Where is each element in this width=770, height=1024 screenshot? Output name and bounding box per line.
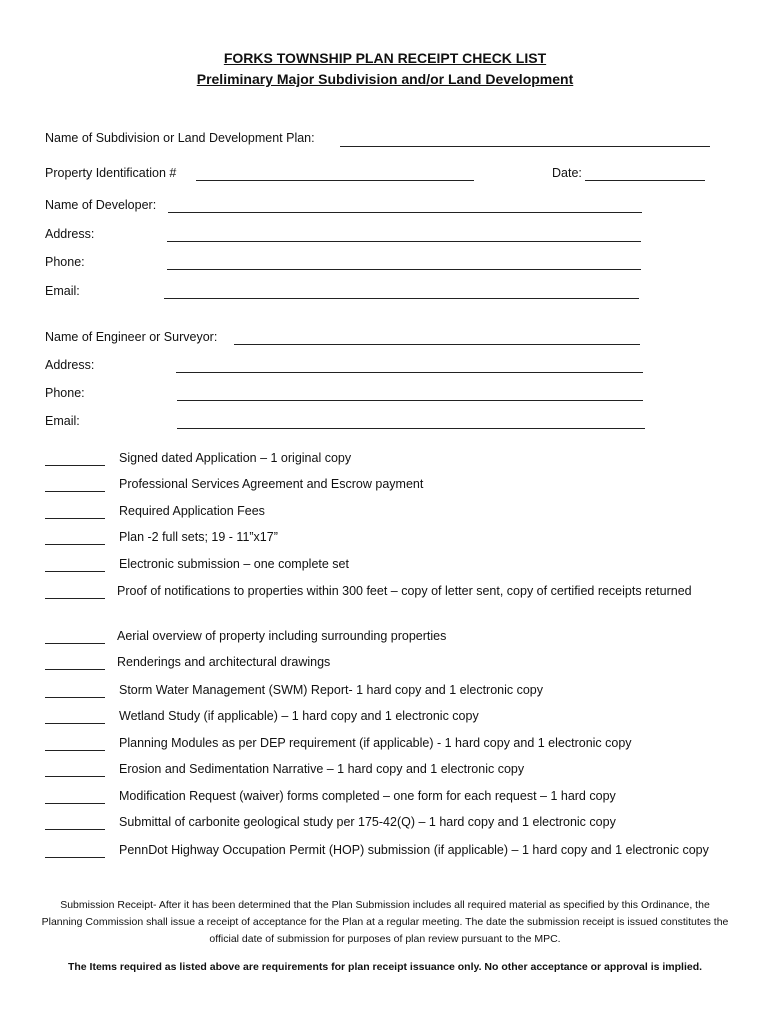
- checklist-blank[interactable]: [45, 598, 105, 599]
- engineer-name-label: Name of Engineer or Surveyor:: [45, 330, 218, 344]
- checklist-item: Submittal of carbonite geological study per 175-42(Q) – 1 hard copy and 1 electronic copy: [119, 815, 616, 829]
- checklist-blank[interactable]: [45, 571, 105, 572]
- checklist-blank[interactable]: [45, 697, 105, 698]
- checklist-blank[interactable]: [45, 669, 105, 670]
- checklist-blank[interactable]: [45, 643, 105, 644]
- checklist-blank[interactable]: [45, 723, 105, 724]
- checklist-blank[interactable]: [45, 491, 105, 492]
- checklist-blank[interactable]: [45, 776, 105, 777]
- page-subtitle: Preliminary Major Subdivision and/or Land Development: [196, 71, 574, 87]
- date-field[interactable]: [585, 180, 705, 181]
- engineer-address-label: Address:: [45, 358, 95, 372]
- checklist-item: Proof of notifications to properties within 300 feet – copy of letter sent, copy of certified receipts returned: [117, 584, 692, 598]
- checklist-item: Wetland Study (if applicable) – 1 hard copy and 1 electronic copy: [119, 709, 479, 723]
- checklist-blank[interactable]: [45, 857, 105, 858]
- developer-email-label: Email:: [45, 284, 80, 298]
- checklist-item: Signed dated Application – 1 original copy: [119, 451, 352, 465]
- checklist-item: Aerial overview of property including surrounding properties: [117, 629, 447, 643]
- checklist-item: Plan -2 full sets; 19 - 11”x17”: [119, 530, 278, 544]
- submission-receipt-note: Submission Receipt- After it has been determined that the Plan Submission includes all required material as specified by this Ordinance, the Planning Commission shall issue a receipt of acceptance for the Plan at a regular meeting. The date the submission receipt is issued constitutes the official date of submission for purposes of plan review pursuant to the MPC.: [41, 899, 729, 945]
- date-label: Date:: [552, 166, 582, 180]
- developer-address-label: Address:: [45, 227, 95, 241]
- engineer-address-field[interactable]: [176, 372, 643, 373]
- checklist-item: PennDot Highway Occupation Permit (HOP) submission (if applicable) – 1 hard copy and 1 electronic copy: [119, 843, 709, 857]
- checklist-item: Erosion and Sedimentation Narrative – 1 hard copy and 1 electronic copy: [119, 762, 525, 776]
- checklist-blank[interactable]: [45, 465, 105, 466]
- engineer-email-field[interactable]: [177, 428, 645, 429]
- developer-name-field[interactable]: [168, 212, 642, 213]
- engineer-email-label: Email:: [45, 414, 80, 428]
- checklist-blank[interactable]: [45, 750, 105, 751]
- developer-phone-label: Phone:: [45, 255, 85, 269]
- checklist-item: Planning Modules as per DEP requirement (if applicable) - 1 hard copy and 1 electronic copy: [119, 736, 632, 750]
- checklist-item: Modification Request (waiver) forms completed – one form for each request – 1 hard copy: [119, 789, 616, 803]
- plan-name-field[interactable]: [340, 146, 710, 147]
- developer-phone-field[interactable]: [167, 269, 641, 270]
- engineer-phone-label: Phone:: [45, 386, 85, 400]
- checklist-blank[interactable]: [45, 829, 105, 830]
- plan-name-label: Name of Subdivision or Land Development Plan:: [45, 131, 315, 145]
- checklist-item: Renderings and architectural drawings: [117, 655, 331, 669]
- checklist-blank[interactable]: [45, 518, 105, 519]
- checklist-item: Electronic submission – one complete set: [119, 557, 349, 571]
- checklist-item: Storm Water Management (SWM) Report- 1 hard copy and 1 electronic copy: [119, 683, 544, 697]
- checklist-item: Required Application Fees: [119, 504, 265, 518]
- checklist-item: Professional Services Agreement and Escrow payment: [119, 477, 424, 491]
- property-id-field[interactable]: [196, 180, 474, 181]
- disclaimer-statement: The Items required as listed above are requirements for plan receipt issuance only. No other acceptance or approval is implied.: [67, 961, 703, 973]
- engineer-phone-field[interactable]: [177, 400, 643, 401]
- developer-email-field[interactable]: [164, 298, 639, 299]
- checklist-blank[interactable]: [45, 544, 105, 545]
- developer-address-field[interactable]: [167, 241, 641, 242]
- property-id-label: Property Identification #: [45, 166, 177, 180]
- engineer-name-field[interactable]: [234, 344, 640, 345]
- checklist-blank[interactable]: [45, 803, 105, 804]
- page-title: FORKS TOWNSHIP PLAN RECEIPT CHECK LIST: [223, 50, 547, 66]
- developer-name-label: Name of Developer:: [45, 198, 157, 212]
